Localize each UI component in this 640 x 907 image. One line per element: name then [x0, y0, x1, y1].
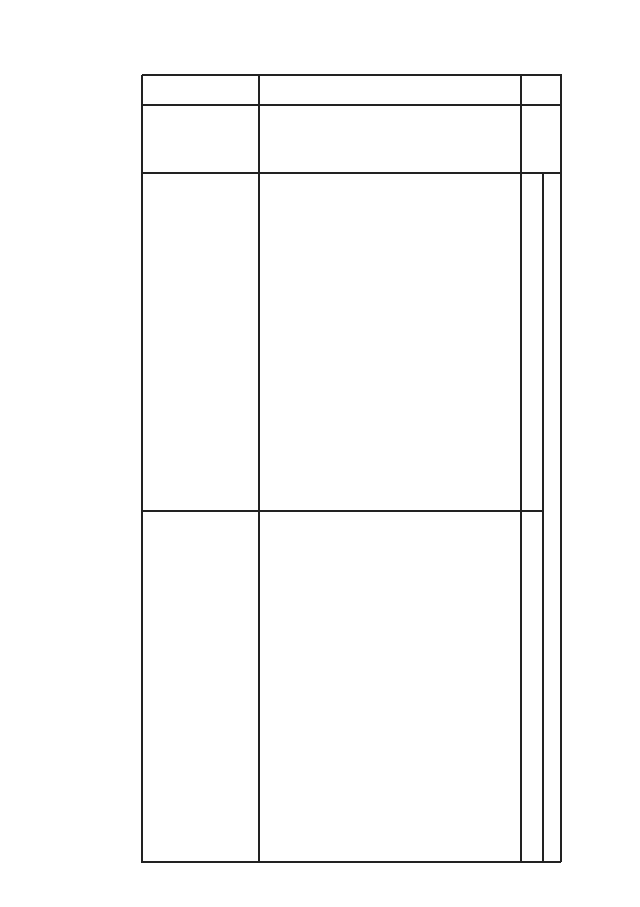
- header-group: [543, 173, 561, 863]
- row-1-knowledge: [259, 173, 521, 511]
- row-1-skills: [259, 511, 521, 863]
- header-knowledge: [521, 173, 543, 511]
- row-1-number: [259, 75, 521, 105]
- row-2-skills: [141, 511, 259, 863]
- row-2-knowledge: [141, 173, 259, 511]
- header-skills: [521, 511, 543, 863]
- header-codes: [521, 105, 561, 173]
- header-num: [521, 75, 561, 105]
- row-2-number: [141, 75, 259, 105]
- row-1-code: [259, 105, 521, 173]
- competency-table: [142, 74, 562, 862]
- row-2-code: [141, 105, 259, 173]
